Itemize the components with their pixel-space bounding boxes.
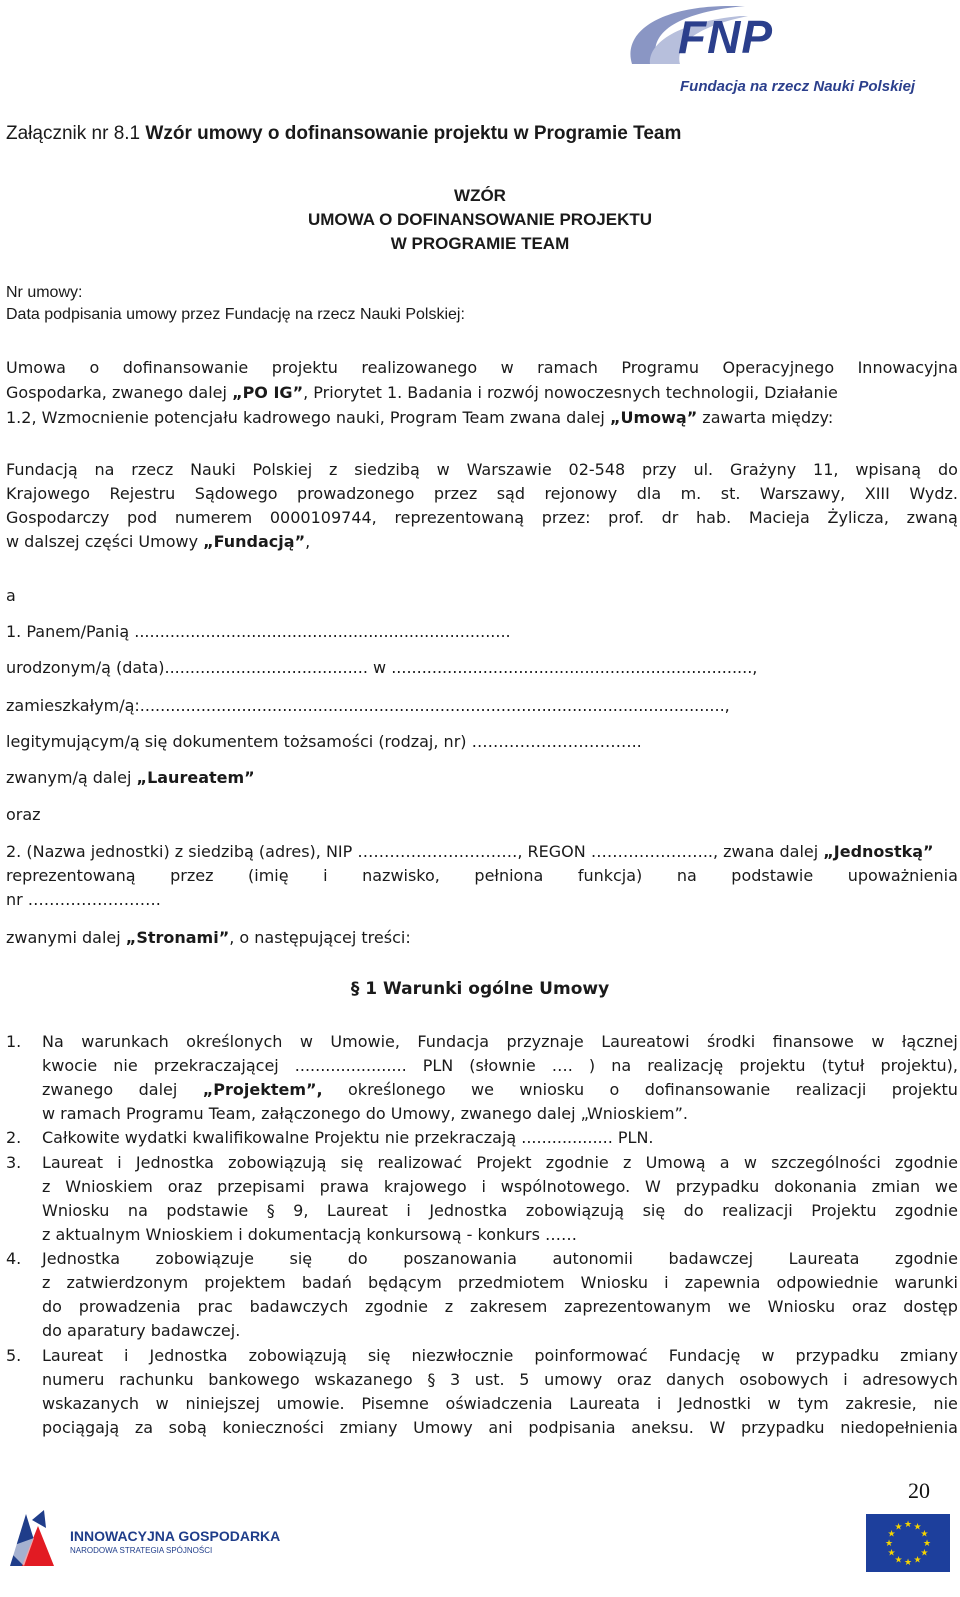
word: w [767,1394,781,1413]
word: zakresem [469,1297,548,1316]
word: przypadku [675,1177,760,1196]
word: Sądowego [194,484,278,503]
word: przez [433,484,478,503]
item-1-line-4: w ramach Programu Team, załączonego do Umowy, zwanego dalej „Wnioskiem”. [42,1104,689,1123]
word: poszanowania [403,1249,517,1268]
title-line-1: WZÓR [454,186,506,205]
word: funkcja) [577,866,643,885]
word: przekraczającej [153,1056,279,1075]
word: warunki [894,1273,958,1292]
eu-flag [866,1514,950,1572]
word: numerem [174,508,253,527]
word: Operacyjnego [722,358,835,377]
jednostka-line-1: 2. (Nazwa jednostki) z siedzibą (adres), NIP …………………………, REGON ………………….., zwana dalej „Jednostką” [6,842,934,861]
word: Warszawy, [759,484,846,503]
word: reprezentowaną [6,866,136,885]
word: warunkach [81,1032,169,1051]
word: w [436,460,450,479]
word: 11, [813,460,839,479]
eu-star-icon: ★ [922,1539,932,1549]
fundacja-line-2 [6,484,958,504]
word: i [656,1394,662,1413]
word: środki [706,1032,756,1051]
word: zmian [871,1177,921,1196]
word: z [42,1273,51,1292]
word: wskazanych [42,1394,139,1413]
word: określonych [186,1032,283,1051]
word: Jednostka [429,1201,508,1220]
item-3-number: 3. [6,1153,22,1172]
word: Projektu [811,1201,877,1220]
word: dr [661,508,679,527]
word: Jednostki [677,1394,751,1413]
word: podpisania [528,1418,616,1437]
word: zmiany [900,1346,958,1365]
word: Na [42,1032,64,1051]
eu-star-icon: ★ [920,1548,929,1559]
word: szczególności [771,1153,881,1172]
word: sąd [496,484,525,503]
eu-star-icon: ★ [920,1529,929,1540]
item-5-number: 5. [6,1346,22,1365]
word: siedzibą [354,460,420,479]
word: Programu [621,358,700,377]
word: zmiany [339,1418,398,1437]
item-3-line-1 [42,1153,958,1173]
word: przedmiotem [457,1273,565,1292]
word: (imię [248,866,289,885]
eu-flag-icon [866,1514,950,1572]
word: wskazanego [314,1370,413,1389]
word: w [871,1032,885,1051]
item-4-line-3 [42,1297,958,1317]
word: się [289,1249,313,1268]
word: Laureatowi [601,1032,690,1051]
word: Umowa [6,358,66,377]
word: ani [488,1418,513,1437]
eu-star-icon: ★ [894,1555,903,1566]
word: i [664,1273,669,1292]
word: do [347,1249,368,1268]
word: projektu [739,1056,806,1075]
word: określonego [348,1080,446,1099]
item-5-line-4 [42,1418,958,1438]
stronami-line: zwanymi dalej „Stronami”, o następującej treści: [6,928,411,947]
word: się [367,1346,391,1365]
word: wpisaną [855,460,922,479]
word: Fundacją [6,460,78,479]
word: projektu), [880,1056,958,1075]
eu-star-icon: ★ [887,1529,896,1540]
attachment-header [6,122,681,146]
word: podstawie [166,1201,249,1220]
eu-star-icon: ★ [903,1558,913,1568]
party-legitymujacym: legitymującym/ą się dokumentem tożsamości (rodzaj, nr) ………………………….. [6,732,642,751]
word: Wydz. [909,484,958,503]
word: dokonania [774,1177,857,1196]
item-2-number: 2. [6,1128,22,1147]
word: prowadzenia [78,1297,181,1316]
fnp-logo-subtitle: Fundacja na rzecz Nauki Polskiej [680,78,916,95]
word: przez [170,866,214,885]
word: § [427,1370,436,1389]
word: realizacji [795,1080,867,1099]
word: Jednostka [135,1153,214,1172]
word: danych [666,1370,725,1389]
innowacyjna-gospodarka-logo [4,1508,281,1570]
word: oraz [167,1177,203,1196]
word: zgodnie [895,1201,958,1220]
word: rzecz [131,460,174,479]
word: z [329,460,338,479]
word: przepisami [217,1177,305,1196]
word: umowy [544,1370,603,1389]
party-panem: 1. Panem/Panią .......................................................................... [6,622,511,641]
word: przy [642,460,677,479]
attachment-prefix: Załącznik nr 8.1 [6,123,146,144]
word: tym [797,1394,829,1413]
word: o [609,1080,620,1099]
word: oświadczenia [445,1394,553,1413]
word: pociągają [42,1418,120,1437]
word: wspólnotowego. [500,1177,631,1196]
fundacja-line-1 [6,460,958,480]
eu-star-icon: ★ [887,1548,896,1559]
word: numeru [42,1370,105,1389]
word: a [719,1153,730,1172]
word: 0000109744, [269,508,377,527]
word: § [266,1201,275,1220]
item-1-line-1 [42,1032,958,1052]
word: Gospodarczy [6,508,110,527]
word: dalej [138,1080,178,1099]
intro-line-3: 1.2, Wzmocnienie potencjału kadrowego nauki, Program Team zwana dalej „Umową” zawarta między: [6,408,834,427]
word: Umową [645,1153,706,1172]
word: zgodnie [545,1153,609,1172]
word: w [743,1153,757,1172]
word: zobowiązują [228,1153,327,1172]
word: projektem [204,1273,286,1292]
word: Polskiej [252,460,313,479]
word: i [406,1201,411,1220]
word: przyznaje [506,1032,584,1051]
word: zgodnie [895,1153,958,1172]
intro-line-2: Gospodarka, zwanego dalej „PO IG”, Priorytet 1. Badania i rozwój nowoczesnych technologii, Działanie [6,383,838,402]
projektem-term: „Projektem”, [202,1080,323,1099]
word: krajowego [383,1177,467,1196]
word: konieczności [222,1418,324,1437]
fundacja-line-4: w dalszej części Umowy „Fundacją”, [6,532,311,551]
word: badawczej [668,1249,754,1268]
word: się [340,1153,364,1172]
word: reprezentowaną [394,508,525,527]
section-heading: § 1 Warunki ogólne Umowy [350,979,610,999]
item-4-line-1 [42,1249,958,1269]
title-line-2: UMOWA O DOFINANSOWANIE PROJEKTU [307,210,653,229]
word: 3 [449,1370,461,1389]
word: realizację [647,1056,724,1075]
word: we [471,1080,494,1099]
word: się [642,1201,666,1220]
ig-logo-subtitle: NARODOWA STRATEGIA SPÓJNOŚCI [70,1546,213,1555]
word: ...................... [294,1056,407,1075]
item-4-line-4: do aparatury badawczej. [42,1321,241,1340]
word: z [622,1153,632,1172]
word: Krajowego [6,484,90,503]
word: w [155,1394,169,1413]
word: oraz [616,1370,652,1389]
word: i [843,1370,848,1389]
word: autonomii [552,1249,633,1268]
word: zwanego [42,1080,114,1099]
fnp-logo-text: FNP [678,11,773,63]
word: w [761,1346,775,1365]
party-urodzonym: urodzonym/ą (data)........................................ w ......................................................................., [6,658,758,677]
word: do [937,460,958,479]
word: do [42,1297,62,1316]
fundacja-line-3 [6,508,958,528]
word: przypadku [795,1346,880,1365]
item-3-line-2 [42,1177,958,1197]
word: w [500,358,514,377]
word: będącym [367,1273,442,1292]
word: zatwierdzonym [66,1273,189,1292]
word: prowadzonego [297,484,415,503]
word: Wniosku [767,1297,836,1316]
word: odpowiednie [776,1273,879,1292]
word: osobowych [739,1370,829,1389]
word: z [444,1297,454,1316]
word: niniejszej [185,1394,260,1413]
word: adresowych [862,1370,958,1389]
word: Macieja [748,508,810,527]
word: we [934,1177,958,1196]
word: Grażyny [729,460,797,479]
word: projektu [891,1080,958,1099]
party-zwanym: zwanym/ą dalej „Laureatem” [6,768,255,787]
word: dla [636,484,662,503]
word: zgodnie [365,1297,428,1316]
word: …. [551,1056,573,1075]
word: w [299,1032,313,1051]
word: ul. [693,460,714,479]
attachment-title: Wzór umowy o dofinansowanie projektu w Programie Team [145,123,682,144]
word: Laureata [788,1249,860,1268]
word: projektu [271,358,338,377]
word: podstawie [731,866,814,885]
item-4-line-2 [42,1273,958,1293]
item-1-number: 1. [6,1032,22,1051]
word: bankowego [208,1370,300,1389]
word: hab. [696,508,732,527]
word: Laureat [42,1346,104,1365]
word: na [611,1056,632,1075]
word: kwocie [42,1056,98,1075]
word: st. [720,484,741,503]
word: Jednostka [42,1249,121,1268]
word: wniosku [519,1080,585,1099]
signing-date-label: Data podpisania umowy przez Fundację na rzecz Nauki Polskiej: [6,306,465,323]
item-3-line-4: z aktualnym Wnioskiem i dokumentacją konkursową - konkurs …… [42,1225,578,1244]
word: Umowy [413,1418,473,1437]
word: do [683,1201,704,1220]
word: nie [113,1056,138,1075]
word: rejonowy [544,484,618,503]
item-2-line-1: Całkowite wydatki kwalifikowalne Projektu nie przekraczają .................. PLN. [42,1128,654,1147]
jednostka-line-3: nr ……………………. [6,890,161,909]
word: zwaną [906,508,958,527]
word: Laureata [569,1394,641,1413]
word: Żylicza, [827,508,889,527]
word: realizować [377,1153,463,1172]
word: W [645,1177,661,1196]
party-zamieszkalym: zamieszkałym/ą:..................................................................................................................., [6,696,730,715]
word: ust. [474,1370,505,1389]
word: pod [127,508,158,527]
word: 02-548 [568,460,626,479]
word: i [323,866,328,885]
fnp-logo [620,2,950,102]
word: rachunku [119,1370,194,1389]
word: na [127,1201,148,1220]
contract-number-label: Nr umowy: [6,284,83,301]
word: dofinansowanie [122,358,249,377]
word: niedopełnienia [840,1418,958,1437]
word: prawa [319,1177,370,1196]
word: Wniosku [42,1201,110,1220]
word: realizowanego [361,358,478,377]
word: 9, [293,1201,309,1220]
word: aneksu. [631,1418,694,1437]
word: Innowacyjna [857,358,958,377]
item-5-line-1 [42,1346,958,1366]
word: prof. [608,508,644,527]
item-5-line-2 [42,1370,958,1390]
intro-line-1 [6,358,958,378]
jednostka-line-2 [6,866,958,886]
eu-star-icon: ★ [903,1520,913,1530]
word: badawczych [249,1297,349,1316]
word: zakresie, [845,1394,917,1413]
word: m. [680,484,702,503]
word: za [134,1418,154,1437]
word: przez: [541,508,591,527]
word: Rejestru [109,484,176,503]
eu-star-icon: ★ [894,1522,903,1533]
word: nazwisko, [362,866,440,885]
item-4-number: 4. [6,1249,22,1268]
ig-logo-text: INNOWACYJNA GOSPODARKA [70,1528,281,1544]
word: zobowiązuje [155,1249,254,1268]
item-3-line-3 [42,1201,958,1221]
word: PLN [422,1056,454,1075]
word: Laureat [326,1201,388,1220]
word: finansowe [772,1032,854,1051]
word: niezwłocznie [411,1346,514,1365]
word: i [117,1153,122,1172]
word: i [481,1177,486,1196]
word: badań [301,1273,352,1292]
word: Wniosku [580,1273,649,1292]
party-oraz: oraz [6,805,41,824]
word: upoważnienia [847,866,958,885]
word: przypadku [740,1418,825,1437]
word: Wnioskiem [65,1177,153,1196]
word: Pisemne [361,1394,429,1413]
word: dofinansowanie [644,1080,771,1099]
word: ) [588,1056,596,1075]
item-1-line-2 [42,1056,958,1076]
word: umowie. [276,1394,345,1413]
party-a: a [6,586,16,605]
word: (tytuł [821,1056,865,1075]
word: nie [933,1394,958,1413]
word: Fundację [668,1346,741,1365]
word: Umowie, [330,1032,400,1051]
word: zgodnie [894,1249,958,1268]
word: XIII [864,484,890,503]
word: pełniona [474,866,544,885]
word: łącznej [901,1032,958,1051]
word: (słownie [469,1056,536,1075]
word: sobą [168,1418,207,1437]
word: na [676,866,697,885]
word: Nauki [190,460,236,479]
word: Warszawie [466,460,552,479]
word: ramach [537,358,598,377]
word: zapewnia [684,1273,761,1292]
word: oraz [851,1297,887,1316]
word: 5 [519,1370,530,1389]
word: z [42,1177,51,1196]
word: dostęp [903,1297,958,1316]
word: Laureat [42,1153,104,1172]
eu-star-icon: ★ [913,1555,922,1566]
eu-star-icon: ★ [913,1522,922,1533]
word: i [124,1346,129,1365]
page-number: 20 [908,1478,930,1503]
word: Fundacja [417,1032,490,1051]
word: Projekt [476,1153,532,1172]
word: zobowiązują [525,1201,625,1220]
word: realizacji [722,1201,793,1220]
word: Jednostka [149,1346,228,1365]
title-line-3: W PROGRAMIE TEAM [390,234,570,253]
word: prac [197,1297,233,1316]
word: poinformować [534,1346,648,1365]
word: we [727,1297,751,1316]
item-5-line-3 [42,1394,958,1414]
word: W [709,1418,726,1437]
word: o [89,358,100,377]
eu-star-icon: ★ [884,1539,894,1549]
word: zobowiązują [248,1346,347,1365]
ig-emblem-icon [4,1508,66,1570]
word: na [94,460,115,479]
item-1-line-3 [42,1080,958,1100]
word: zaprezentowanym [564,1297,712,1316]
